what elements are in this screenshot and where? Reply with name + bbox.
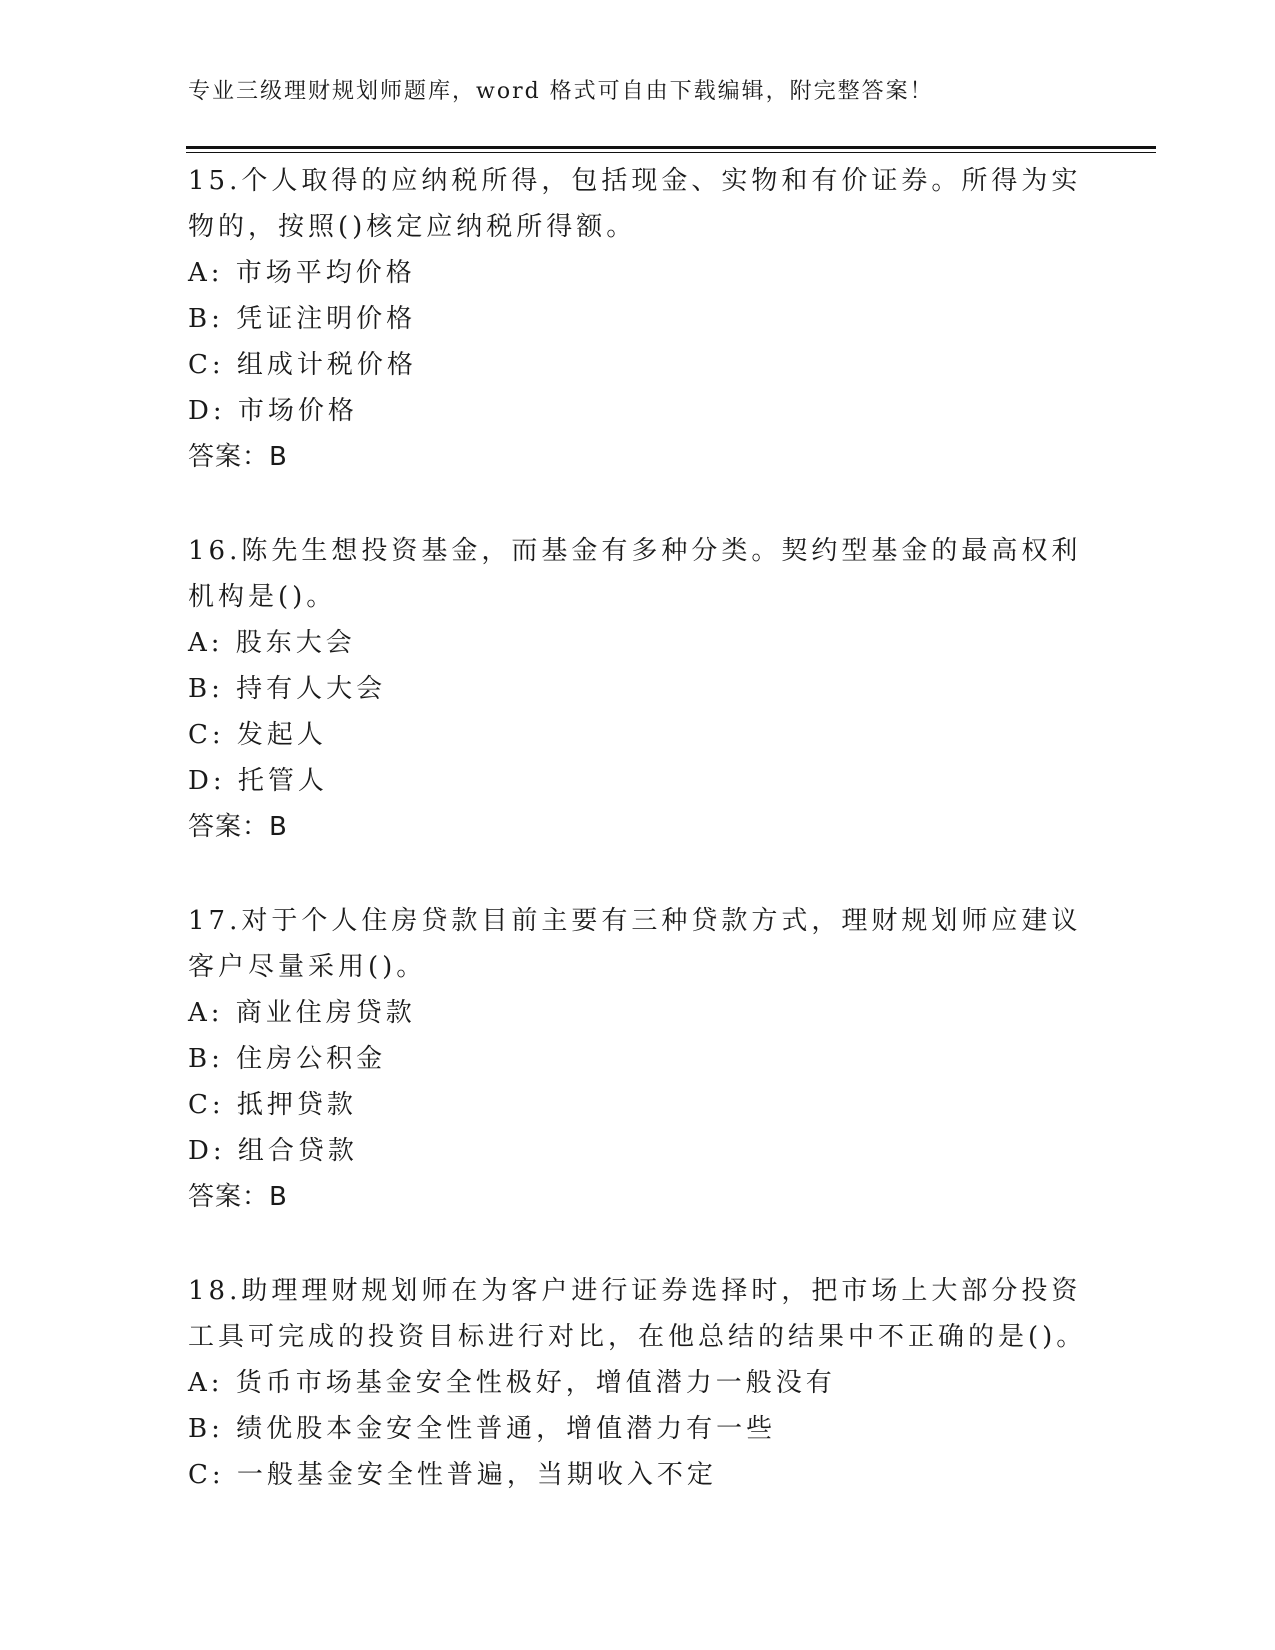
- option-a: A: 市场平均价格: [188, 258, 416, 288]
- answer: 答案：B: [188, 1182, 288, 1212]
- question-17: [188, 898, 1088, 1220]
- header-rule-thin: [186, 152, 1156, 153]
- option-c: C: 抵押贷款: [188, 1090, 357, 1120]
- option-b: B: 持有人大会: [188, 674, 387, 704]
- option-a: A: 股东大会: [188, 628, 356, 658]
- option-b: B: 绩优股本金安全性普通，增值潜力有一些: [188, 1414, 777, 1444]
- question-18: [188, 1268, 1088, 1498]
- option-c: C: 一般基金安全性普遍，当期收入不定: [188, 1460, 717, 1490]
- option-b: B: 凭证注明价格: [188, 304, 417, 334]
- question-16: [188, 528, 1088, 850]
- answer: 答案：B: [188, 812, 288, 842]
- page-header: 专业三级理财规划师题库，word 格式可自由下载编辑，附完整答案！: [188, 79, 934, 104]
- question-stem: 18.助理理财规划师在为客户进行证券选择时，把市场上大部分投资工具可完成的投资目标进行对比，在他总结的结果中不正确的是()。: [188, 1276, 1087, 1352]
- option-d: D: 市场价格: [188, 396, 358, 426]
- option-d: D: 组合贷款: [188, 1136, 358, 1166]
- answer: 答案：B: [188, 442, 288, 472]
- option-c: C: 组成计税价格: [188, 350, 417, 380]
- question-list: [188, 158, 1088, 1498]
- question-15: [188, 158, 1088, 480]
- question-stem: 17.对于个人住房贷款目前主要有三种贷款方式，理财规划师应建议客户尽量采用()。: [188, 906, 1082, 982]
- option-c: C: 发起人: [188, 720, 327, 750]
- option-d: D: 托管人: [188, 766, 328, 796]
- option-a: A: 商业住房贷款: [188, 998, 416, 1028]
- question-stem: 16.陈先生想投资基金，而基金有多种分类。契约型基金的最高权利机构是()。: [188, 536, 1082, 612]
- header-rule-thick: [186, 146, 1156, 149]
- option-b: B: 住房公积金: [188, 1044, 387, 1074]
- option-a: A: 货币市场基金安全性极好，增值潜力一般没有: [188, 1368, 836, 1398]
- question-stem: 15.个人取得的应纳税所得，包括现金、实物和有价证券。所得为实物的，按照()核定应纳税所得额。: [188, 166, 1082, 242]
